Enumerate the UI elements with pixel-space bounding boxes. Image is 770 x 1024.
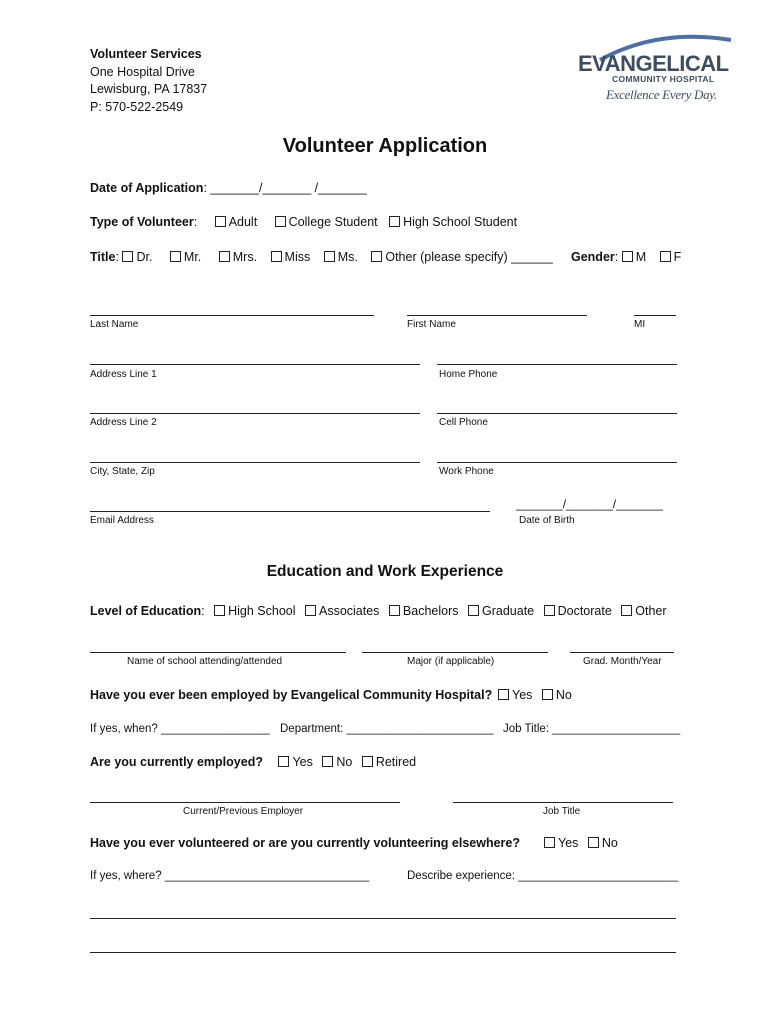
logo-subtitle: COMMUNITY HOSPITAL [612, 74, 715, 84]
checkbox[interactable] [215, 216, 226, 227]
work-phone-field[interactable] [437, 462, 677, 463]
employed-by-hospital-options [498, 688, 572, 702]
option-label: F [673, 250, 682, 264]
last-name-caption: Last Name [90, 319, 139, 330]
home-phone-caption: Home Phone [439, 369, 498, 380]
level-option-other[interactable] [621, 604, 666, 618]
option-label: Yes [512, 688, 533, 702]
title-option-other[interactable] [371, 250, 552, 264]
checkbox[interactable] [305, 605, 316, 616]
major-field[interactable] [362, 652, 548, 653]
checkbox[interactable] [322, 756, 333, 767]
option-label: M [635, 250, 647, 264]
major-caption: Major (if applicable) [407, 656, 495, 667]
level-option-bachelors[interactable] [389, 604, 459, 618]
option-label: Dr. [136, 250, 153, 264]
question-volunteered-elsewhere: Have you ever volunteered or are you currently volunteering elsewhere? [90, 836, 521, 850]
gender-row: Gender: M F [571, 250, 682, 264]
address-line-1: One Hospital Drive [90, 64, 195, 79]
gender-label: Gender [571, 250, 615, 264]
mi-field[interactable] [634, 315, 676, 316]
gender-option-m[interactable] [622, 250, 646, 264]
option-label: Mrs. [232, 250, 258, 264]
type-option-adult[interactable] [215, 215, 258, 229]
option-label: No [336, 755, 353, 769]
section-title-education: Education and Work Experience [266, 563, 504, 580]
cell-phone-field[interactable] [437, 413, 677, 414]
hospital-logo [576, 34, 736, 106]
option-label: No [555, 688, 572, 702]
email-caption: Email Address [90, 515, 154, 526]
employer-caption: Current/Previous Employer [183, 806, 304, 817]
level-option-associates[interactable] [305, 604, 379, 618]
title-label: Title [90, 250, 116, 264]
checkbox[interactable] [362, 756, 373, 767]
employer-job-title-caption: Job Title [543, 806, 581, 817]
title-option-mrs[interactable] [219, 250, 257, 264]
date-of-application-row[interactable] [90, 181, 367, 195]
job-title-field[interactable]: Job Title: ____________________ [503, 723, 681, 735]
option-yes[interactable] [278, 755, 312, 769]
mi-caption: MI [634, 319, 646, 330]
address-line-1-caption: Address Line 1 [90, 369, 157, 380]
option-yes[interactable] [498, 688, 532, 702]
employer-field[interactable] [90, 802, 400, 803]
checkbox[interactable] [621, 605, 632, 616]
option-yes[interactable] [544, 836, 578, 850]
checkbox[interactable] [588, 837, 599, 848]
volunteered-elsewhere-options [544, 836, 618, 850]
option-label: Yes [558, 836, 579, 850]
option-label: Miss [284, 250, 311, 264]
type-label: Type of Volunteer [90, 215, 194, 229]
school-name-field[interactable] [90, 652, 346, 653]
option-label: Other [635, 604, 667, 618]
email-field[interactable] [90, 511, 490, 512]
gender-option-f[interactable] [660, 250, 682, 264]
option-label: Retired [375, 755, 417, 769]
address-line-2-caption: Address Line 2 [90, 417, 157, 428]
logo-tagline: Excellence Every Day. [606, 87, 717, 102]
checkbox[interactable] [622, 251, 633, 262]
option-no[interactable] [588, 836, 618, 850]
org-name: Volunteer Services [90, 47, 202, 61]
level-option-graduate[interactable] [468, 604, 534, 618]
checkbox[interactable] [324, 251, 335, 262]
home-phone-field[interactable] [437, 364, 677, 365]
checkbox[interactable] [542, 689, 553, 700]
work-phone-caption: Work Phone [439, 466, 494, 477]
checkbox[interactable] [468, 605, 479, 616]
logo-name: EVANGELICAL [578, 51, 729, 76]
title-option-ms[interactable] [324, 250, 358, 264]
date-label: Date of Application [90, 181, 204, 195]
if-yes-when-field[interactable]: If yes, when? _________________ [90, 723, 270, 735]
department-field[interactable]: Department: _______________________ [280, 723, 494, 735]
checkbox[interactable] [278, 756, 289, 767]
dob-field[interactable]: _______/_______/_______ [516, 497, 663, 511]
question-employed-by-hospital: Have you ever been employed by Evangelical Community Hospital? [90, 688, 493, 702]
option-label: Other (please specify) ______ [385, 250, 553, 264]
option-label: Associates [318, 604, 380, 618]
checkbox[interactable] [544, 605, 555, 616]
checkbox[interactable] [271, 251, 282, 262]
checkbox[interactable] [389, 605, 400, 616]
option-label: High School Student [403, 215, 518, 229]
return-address [90, 46, 207, 116]
describe-experience-field[interactable]: Describe experience: _________________________ [407, 870, 679, 882]
last-name-field[interactable] [90, 315, 374, 316]
address-line-2: Lewisburg, PA 17837 [90, 82, 208, 96]
checkbox[interactable] [275, 216, 286, 227]
checkbox[interactable] [219, 251, 230, 262]
level-of-education-row: Level of Education: High School Associates Bachelors Graduate Doctorate Other [90, 604, 667, 618]
checkbox[interactable] [389, 216, 400, 227]
grad-date-field[interactable] [570, 652, 674, 653]
first-name-field[interactable] [407, 315, 587, 316]
phone-number: P: 570-522-2549 [90, 99, 184, 114]
option-label: Graduate [482, 604, 535, 618]
experience-line-2[interactable] [90, 952, 676, 953]
option-label: College Student [288, 215, 378, 229]
school-caption: Name of school attending/attended [127, 656, 283, 667]
grad-caption: Grad. Month/Year [583, 656, 662, 667]
option-no[interactable] [322, 755, 352, 769]
checkbox[interactable] [660, 251, 671, 262]
checkbox[interactable] [544, 837, 555, 848]
option-no[interactable] [542, 688, 572, 702]
address-line-1-field[interactable] [90, 364, 420, 365]
experience-line-1[interactable] [90, 918, 676, 919]
level-option-high-school[interactable] [214, 604, 295, 618]
option-label: No [601, 836, 618, 850]
option-label: Doctorate [557, 604, 612, 618]
type-option-college[interactable] [275, 215, 378, 229]
level-option-doctorate[interactable] [544, 604, 612, 618]
employer-job-title-field[interactable] [453, 802, 673, 803]
option-label: Mr. [183, 250, 202, 264]
type-of-volunteer-row [90, 215, 517, 229]
currently-employed-row [90, 755, 416, 769]
city-state-zip-caption: City, State, Zip [90, 466, 155, 477]
option-retired[interactable] [362, 755, 416, 769]
type-colon: : [193, 215, 198, 229]
option-label: High School [228, 604, 296, 618]
level-label: Level of Education [90, 604, 202, 618]
title-option-dr[interactable] [122, 250, 152, 264]
date-blank[interactable]: : _______/_______ /_______ [203, 181, 367, 195]
cell-phone-caption: Cell Phone [439, 417, 488, 428]
dob-caption: Date of Birth [519, 515, 575, 526]
question-currently-employed: Are you currently employed? [90, 755, 263, 769]
title-row: Title: Dr. Mr. Mrs. Miss Ms. Other (please specify) ______ [90, 250, 553, 264]
checkbox[interactable] [371, 251, 382, 262]
checkbox[interactable] [214, 605, 225, 616]
type-option-high-school[interactable] [389, 215, 517, 229]
checkbox[interactable] [498, 689, 509, 700]
address-line-2-field[interactable] [90, 413, 420, 414]
option-label: Bachelors [402, 604, 459, 618]
option-label: Yes [292, 755, 313, 769]
option-label: Ms. [337, 250, 358, 264]
where-volunteered-field[interactable]: If yes, where? ________________________________ [90, 870, 370, 882]
title-option-miss[interactable] [271, 250, 311, 264]
page-title: Volunteer Application [282, 135, 488, 157]
title-option-mr[interactable] [170, 250, 201, 264]
option-label: Adult [228, 215, 258, 229]
checkbox[interactable] [122, 251, 133, 262]
city-state-zip-field[interactable] [90, 462, 420, 463]
first-name-caption: First Name [407, 319, 456, 330]
checkbox[interactable] [170, 251, 181, 262]
